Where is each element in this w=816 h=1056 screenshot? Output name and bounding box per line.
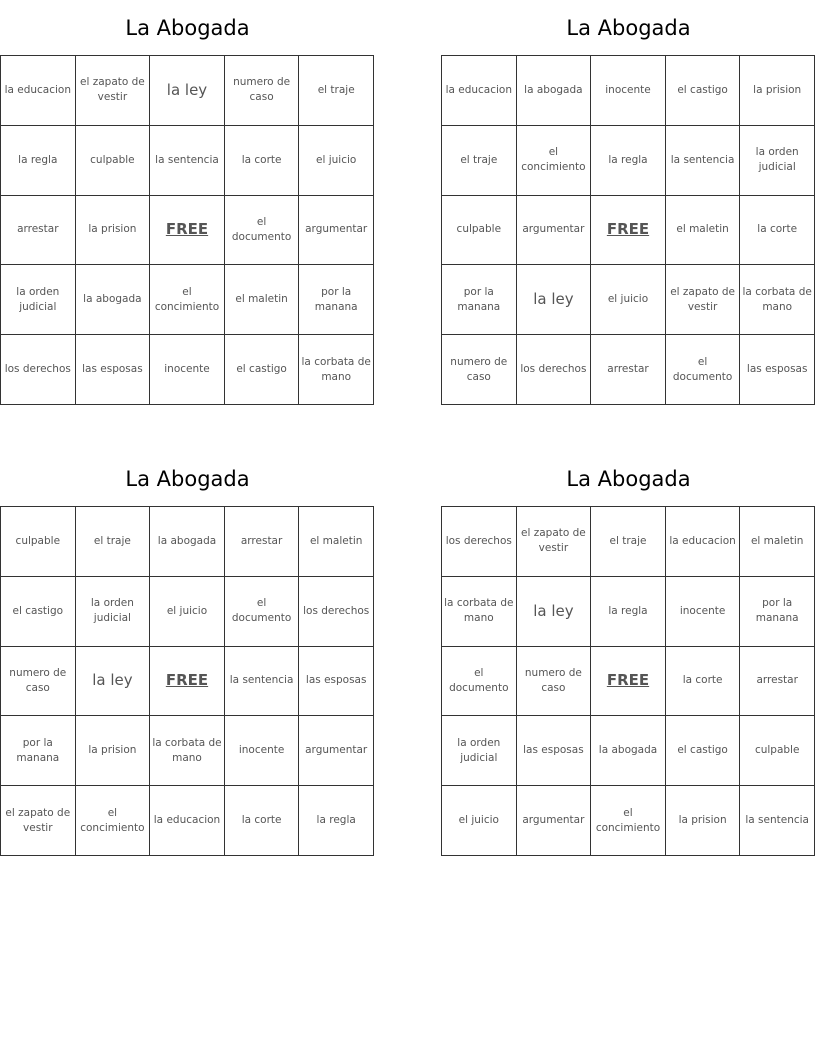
bingo-cell: el traje [76, 507, 151, 577]
bingo-cell: la educacion [666, 507, 741, 577]
card-title: La Abogada [566, 467, 691, 491]
bingo-cell: la regla [299, 786, 374, 856]
bingo-cell: la prision [76, 716, 151, 786]
bingo-cell: el maletin [299, 507, 374, 577]
bingo-cell: el zapato de vestir [76, 56, 151, 126]
bingo-cell: las esposas [76, 335, 151, 405]
bingo-grid [0, 506, 374, 856]
bingo-grid [441, 55, 815, 405]
bingo-cell: la ley [150, 56, 225, 126]
bingo-cell: la regla [591, 577, 666, 647]
bingo-cell: la corbata de mano [442, 577, 517, 647]
bingo-cell: el castigo [666, 716, 741, 786]
bingo-cell: por la manana [740, 577, 815, 647]
bingo-cell: el castigo [225, 335, 300, 405]
bingo-cell: arrestar [591, 335, 666, 405]
card-title: La Abogada [125, 16, 250, 40]
bingo-cell: la sentencia [150, 126, 225, 196]
bingo-cell: el traje [442, 126, 517, 196]
bingo-cell: el documento [666, 335, 741, 405]
bingo-cell: las esposas [517, 716, 592, 786]
bingo-cell: la orden judicial [442, 716, 517, 786]
bingo-cell: inocente [225, 716, 300, 786]
bingo-cell: el traje [299, 56, 374, 126]
free-space-cell: FREE [150, 196, 225, 266]
bingo-cell: la corte [666, 647, 741, 717]
bingo-cell: la abogada [76, 265, 151, 335]
bingo-cell: la corte [225, 786, 300, 856]
bingo-cell: la ley [517, 577, 592, 647]
bingo-cell: el maletin [740, 507, 815, 577]
bingo-cell: la prision [666, 786, 741, 856]
bingo-cell: el juicio [442, 786, 517, 856]
bingo-cell: el traje [591, 507, 666, 577]
bingo-cell: por la manana [442, 265, 517, 335]
bingo-cell: el juicio [299, 126, 374, 196]
bingo-cell: la educacion [1, 56, 76, 126]
bingo-cell: los derechos [517, 335, 592, 405]
bingo-cell: la orden judicial [76, 577, 151, 647]
bingo-cell: el concimiento [76, 786, 151, 856]
bingo-cell: culpable [1, 507, 76, 577]
bingo-cell: el castigo [666, 56, 741, 126]
bingo-cell: la ley [517, 265, 592, 335]
bingo-cell: la educacion [442, 56, 517, 126]
bingo-cell: los derechos [442, 507, 517, 577]
bingo-cell: la corte [225, 126, 300, 196]
bingo-cell: la sentencia [225, 647, 300, 717]
bingo-cell: argumentar [517, 786, 592, 856]
bingo-cell: los derechos [299, 577, 374, 647]
bingo-cell: el castigo [1, 577, 76, 647]
bingo-cell: numero de caso [1, 647, 76, 717]
bingo-cell: la prision [740, 56, 815, 126]
free-space-cell: FREE [591, 647, 666, 717]
bingo-cell: numero de caso [225, 56, 300, 126]
free-space-cell: FREE [591, 196, 666, 266]
bingo-cell: el concimiento [150, 265, 225, 335]
bingo-cell: inocente [591, 56, 666, 126]
bingo-cell: arrestar [1, 196, 76, 266]
bingo-cell: el zapato de vestir [1, 786, 76, 856]
bingo-cell: el juicio [150, 577, 225, 647]
bingo-cell: el maletin [666, 196, 741, 266]
bingo-cell: las esposas [740, 335, 815, 405]
bingo-cell: por la manana [1, 716, 76, 786]
bingo-cell: inocente [150, 335, 225, 405]
bingo-cell: la abogada [591, 716, 666, 786]
bingo-cell: el zapato de vestir [517, 507, 592, 577]
bingo-grid [441, 506, 815, 856]
bingo-cell: la sentencia [740, 786, 815, 856]
bingo-cell: la orden judicial [1, 265, 76, 335]
bingo-cell: la corbata de mano [150, 716, 225, 786]
bingo-cell: arrestar [225, 507, 300, 577]
bingo-cell: culpable [740, 716, 815, 786]
bingo-cell: las esposas [299, 647, 374, 717]
card-title: La Abogada [125, 467, 250, 491]
bingo-cell: la corte [740, 196, 815, 266]
bingo-cell: la regla [591, 126, 666, 196]
bingo-cell: la prision [76, 196, 151, 266]
bingo-cell: la sentencia [666, 126, 741, 196]
bingo-cell: la educacion [150, 786, 225, 856]
bingo-cell: argumentar [299, 196, 374, 266]
bingo-cell: argumentar [299, 716, 374, 786]
bingo-cell: la abogada [517, 56, 592, 126]
card-title: La Abogada [566, 16, 691, 40]
bingo-cell: la corbata de mano [740, 265, 815, 335]
bingo-grid [0, 55, 374, 405]
bingo-cell: la corbata de mano [299, 335, 374, 405]
bingo-cell: el juicio [591, 265, 666, 335]
bingo-cell: el maletin [225, 265, 300, 335]
bingo-cell: por la manana [299, 265, 374, 335]
bingo-cell: el documento [225, 196, 300, 266]
bingo-cell: la abogada [150, 507, 225, 577]
bingo-cell: argumentar [517, 196, 592, 266]
bingo-cell: el concimiento [517, 126, 592, 196]
bingo-cell: numero de caso [442, 335, 517, 405]
bingo-cell: el documento [225, 577, 300, 647]
bingo-cell: el concimiento [591, 786, 666, 856]
bingo-cell: el documento [442, 647, 517, 717]
bingo-cell: la ley [76, 647, 151, 717]
bingo-cell: el zapato de vestir [666, 265, 741, 335]
bingo-cell: culpable [442, 196, 517, 266]
bingo-cell: la orden judicial [740, 126, 815, 196]
free-space-cell: FREE [150, 647, 225, 717]
bingo-cell: los derechos [1, 335, 76, 405]
bingo-cell: arrestar [740, 647, 815, 717]
bingo-cell: numero de caso [517, 647, 592, 717]
bingo-cell: inocente [666, 577, 741, 647]
bingo-cell: culpable [76, 126, 151, 196]
bingo-cell: la regla [1, 126, 76, 196]
